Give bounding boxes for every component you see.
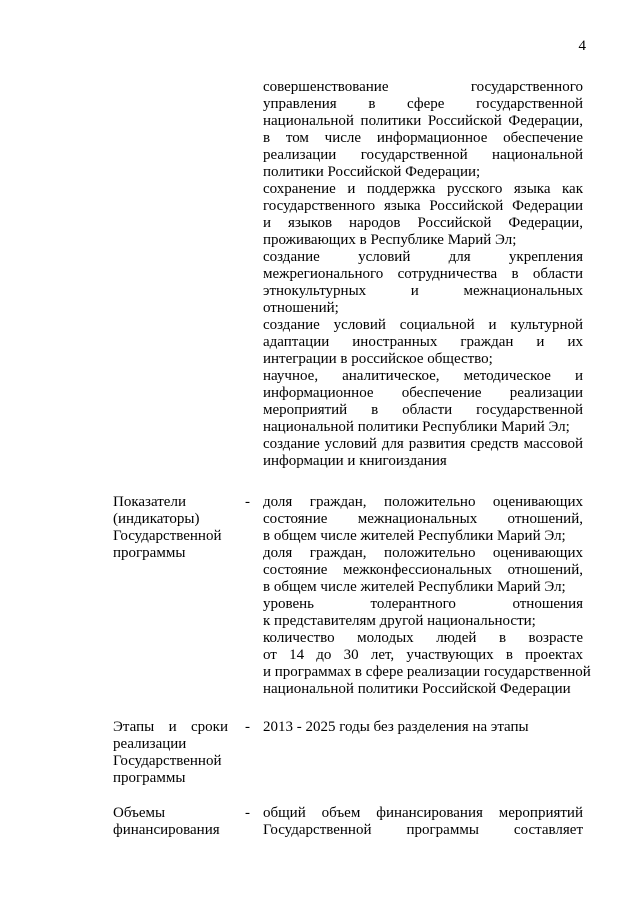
text-line: политики Российской Федерации;: [263, 164, 481, 180]
text-line: доля граждан, положительно оценивающих: [263, 545, 583, 561]
section-dash: -: [245, 494, 250, 510]
text-line: доля граждан, положительно оценивающих: [263, 494, 583, 510]
text-line: состояние межконфессиональных отношений,: [263, 562, 583, 578]
label-line: реализации: [113, 736, 187, 752]
text-line: национальной политики Российской Федерации: [263, 681, 571, 697]
text-line: проживающих в Республике Марий Эл;: [263, 232, 517, 248]
text-line: сохранение и поддержка русского языка как: [263, 181, 583, 197]
text-line: адаптации иностранных граждан и их: [263, 334, 583, 350]
text-line: состояние межнациональных отношений,: [263, 511, 583, 527]
text-line: Государственной программы составляет: [263, 822, 583, 838]
label-line: Государственной: [113, 528, 222, 544]
text-line: 2013 - 2025 годы без разделения на этапы: [263, 719, 529, 735]
section-dash: -: [245, 719, 250, 735]
text-line: управления в сфере государственной: [263, 96, 583, 112]
section-label-indicators: [113, 494, 228, 562]
text-line: государственного языка Российской Федерации: [263, 198, 583, 214]
label-line: программы: [113, 545, 186, 561]
label-line: Государственной: [113, 753, 222, 769]
text-line: создание условий для укрепления: [263, 249, 583, 265]
text-line: и языков народов Российской Федерации,: [263, 215, 583, 231]
text-line: в том числе информационное обеспечение: [263, 130, 583, 146]
label-line: финансирования: [113, 822, 220, 838]
text-line: в общем числе жителей Республики Марий Эл;: [263, 579, 566, 595]
text-line: от 14 до 30 лет, участвующих в проектах: [263, 647, 583, 663]
label-line: Этапы и сроки: [113, 719, 228, 735]
text-line: в общем числе жителей Республики Марий Эл;: [263, 528, 566, 544]
text-line: информационное обеспечение реализации: [263, 385, 583, 401]
label-line: программы: [113, 770, 186, 786]
text-line: научное, аналитическое, методическое и: [263, 368, 583, 384]
text-line: создание условий для развития средств массовой: [263, 436, 583, 452]
text-line: общий объем финансирования мероприятий: [263, 805, 583, 821]
label-line: (индикаторы): [113, 511, 200, 527]
text-line: межрегионального сотрудничества в области: [263, 266, 583, 282]
text-line: национальной политики Республики Марий Эл;: [263, 419, 570, 435]
text-line: и программах в сфере реализации государственной: [263, 664, 591, 680]
text-line: уровень толерантного отношения: [263, 596, 583, 612]
page-number: 4: [578, 38, 586, 54]
text-line: создание условий социальной и культурной: [263, 317, 583, 333]
text-line: совершенствование государственного: [263, 79, 583, 95]
section-label-financing: [113, 805, 228, 839]
text-line: реализации государственной национальной: [263, 147, 583, 163]
text-line: мероприятий в области государственной: [263, 402, 583, 418]
text-line: информации и книгоиздания: [263, 453, 447, 469]
section-label-stages: [113, 719, 228, 787]
section-dash: -: [245, 805, 250, 821]
label-line: Объемы: [113, 805, 166, 821]
text-line: этнокультурных и межнациональных: [263, 283, 583, 299]
text-line: интеграции в российское общество;: [263, 351, 493, 367]
text-line: отношений;: [263, 300, 339, 316]
text-line: количество молодых людей в возрасте: [263, 630, 583, 646]
label-line: Показатели: [113, 494, 186, 510]
text-line: к представителям другой национальности;: [263, 613, 536, 629]
text-line: национальной политики Российской Федерации,: [263, 113, 583, 129]
